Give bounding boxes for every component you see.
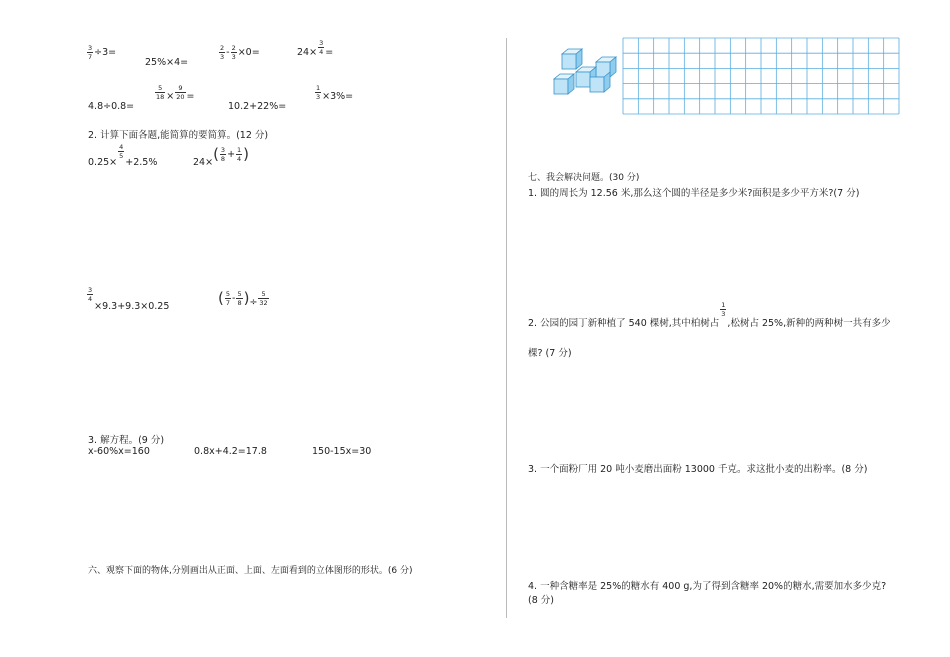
section-6-title: 六、观察下面的物体,分别画出从正面、上面、左面看到的立体图形的形状。(6 分) — [88, 566, 413, 576]
oral-calc-2: 25%×4= — [145, 57, 189, 68]
calc-expression-3: $\frac{3}{4}$ ×9.3+9.3×0.25 — [88, 286, 170, 312]
equation-2: 0.8x+4.2=17.8 — [194, 446, 267, 457]
problem-2-line1: 2. 公园的园丁新种植了 540 棵树,其中柏树占 $\frac{1}{3}$ ,松树占 25%,新种的两种树一共有多少 — [528, 301, 891, 329]
oral-calc-3: $\frac{2}{3}$ - $\frac{2}{3}$ ×0= — [220, 44, 260, 61]
oral-calc-4: 24× $\frac{3}{4}$ = — [297, 39, 334, 58]
calc-expression-4: ( $\frac{5}{7}$ - $\frac{5}{8}$ )÷ $\frac{5}{32}$ — [218, 289, 268, 308]
fraction: $\frac{3}{7}$ — [88, 44, 93, 61]
cube-stack-figure — [550, 46, 622, 104]
equation-3: 150-15x=30 — [312, 446, 372, 457]
drawing-grid — [622, 37, 900, 115]
calc-expression-2: 24×( $\frac{3}{8}$ + $\frac{1}{4}$ ) — [193, 145, 250, 168]
oral-calc-7: 10.2+22%= — [228, 101, 287, 112]
problem-4-line1: 4. 一种含糖率是 25%的糖水有 400 g,为了得到含糖率 20%的糖水,需要加水多少克? — [528, 581, 887, 592]
problem-3: 3. 一个面粉厂用 20 吨小麦磨出面粉 13000 千克。求这批小麦的出粉率。(8 分) — [528, 464, 868, 475]
question-3-title: 3. 解方程。(9 分) — [88, 435, 165, 446]
problem-1: 1. 圆的周长为 12.56 米,那么这个圆的半径是多少米?面积是多少平方米?(7 分) — [528, 188, 860, 199]
oral-calc-8: $\frac{1}{3}$ ×3%= — [316, 84, 354, 102]
problem-4-line2: (8 分) — [528, 595, 554, 606]
oral-calc-6: $\frac{5}{18}$ × $\frac{9}{20}$ = — [156, 84, 195, 102]
question-2-title: 2. 计算下面各题,能简算的要简算。(12 分) — [88, 130, 269, 141]
section-7-title: 七、我会解决问题。(30 分) — [528, 173, 640, 183]
equation-1: x-60%x=160 — [88, 446, 150, 457]
oral-calc-5: 4.8÷0.8= — [88, 101, 135, 112]
column-divider — [506, 38, 507, 618]
oral-calc-1: $\frac{3}{7}$ ÷3= — [88, 44, 117, 61]
calc-expression-1: 0.25× $\frac{4}{5}$ +2.5% — [88, 143, 158, 168]
problem-2-line2: 棵? (7 分) — [528, 348, 572, 359]
